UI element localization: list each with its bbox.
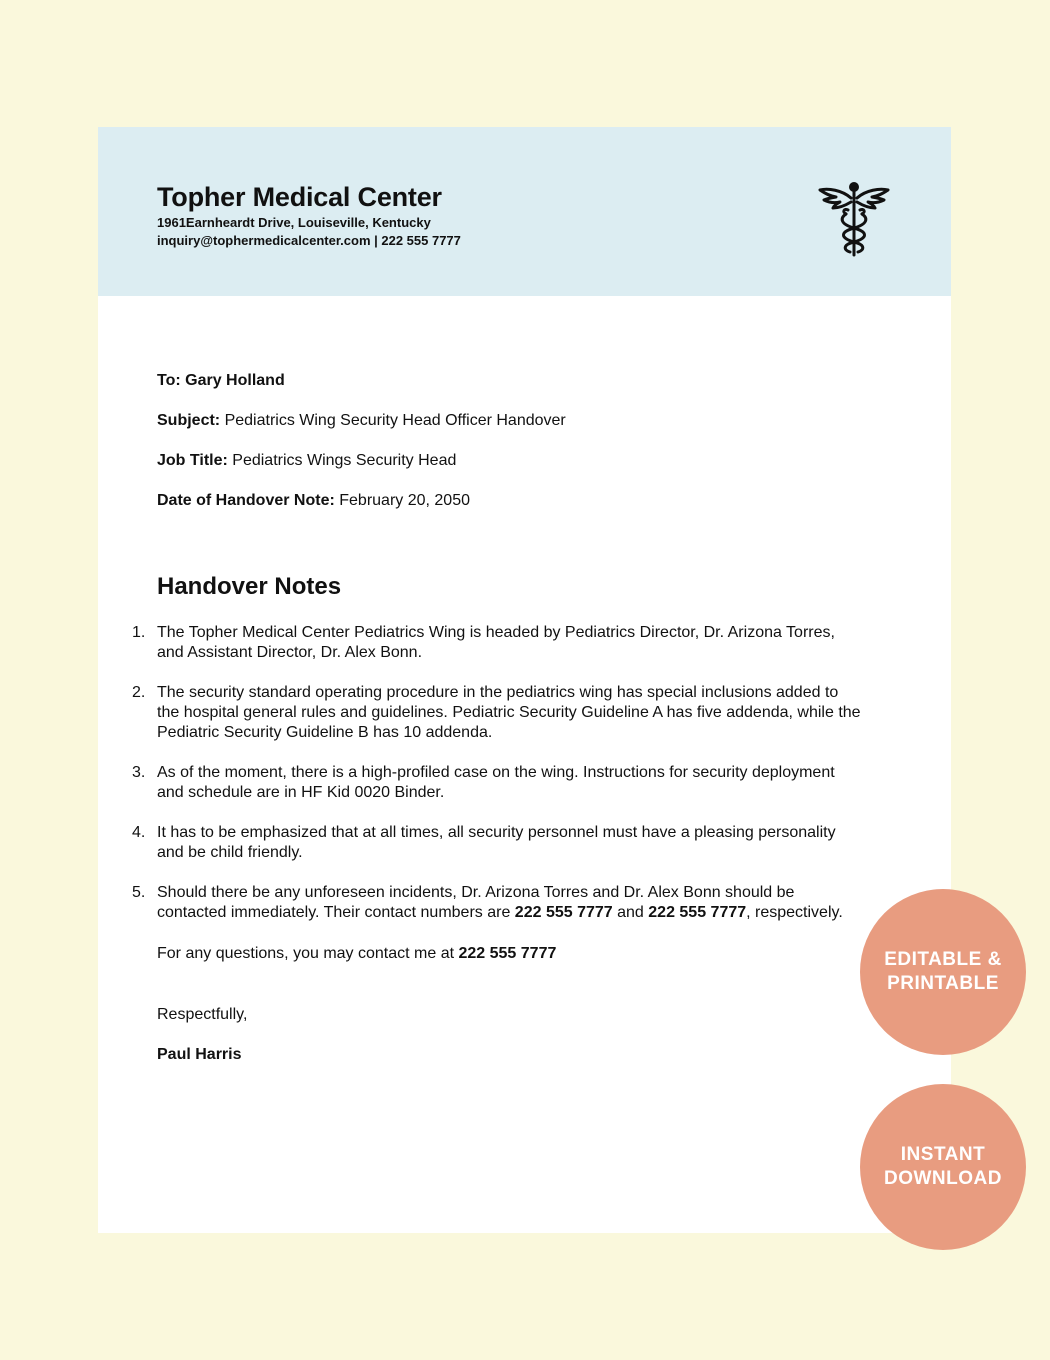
badge-line: INSTANT <box>900 1144 986 1165</box>
subject-value: Pediatrics Wing Security Head Officer Handover <box>220 412 566 429</box>
note-text: , respectively. <box>746 904 843 921</box>
subject-label: Subject: <box>157 412 221 429</box>
letterhead <box>98 127 951 296</box>
note-item-4 <box>132 823 897 863</box>
note-line: Should there be any unforeseen incidents, Dr. Arizona Torres and Dr. Alex Bonn should be <box>157 884 795 901</box>
note-item-5 <box>132 883 897 923</box>
sign-off: Respectfully, <box>157 1006 248 1023</box>
handover-date-field <box>157 492 470 510</box>
note-number: 5. <box>132 884 146 901</box>
organization-contact: inquiry@tophermedicalcenter.com | 222 555 7777 <box>157 233 461 248</box>
note-line: and schedule are in HF Kid 0020 Binder. <box>157 784 445 801</box>
note-number: 2. <box>132 684 146 701</box>
note-item-3 <box>132 763 897 803</box>
note-number: 4. <box>132 824 146 841</box>
note-item-1 <box>132 623 897 663</box>
note-line: As of the moment, there is a high-profiled case on the wing. Instructions for security deployment <box>157 764 835 781</box>
note-line: It has to be emphasized that at all times, all security personnel must have a pleasing personality <box>157 824 836 841</box>
note-item-2 <box>132 683 897 743</box>
document-page <box>98 127 951 1233</box>
phone-number: 222 555 7777 <box>648 904 747 921</box>
caduceus-icon <box>818 182 890 258</box>
note-number: 3. <box>132 764 146 781</box>
recipient-text: To: Gary Holland <box>157 372 285 389</box>
note-line <box>157 903 897 923</box>
subject-field <box>157 412 566 430</box>
closing-question <box>157 945 556 963</box>
note-line: the hospital general rules and guidelines. Pediatric Security Guideline A has five addenda, while the <box>157 704 861 721</box>
contact-phone: 222 555 7777 <box>458 945 557 962</box>
note-line: The Topher Medical Center Pediatrics Wing is headed by Pediatrics Director, Dr. Arizona Torres, <box>157 624 835 641</box>
recipient-field <box>157 372 285 390</box>
handover-notes-heading: Handover Notes <box>157 573 342 600</box>
note-text: contacted immediately. Their contact numbers are <box>157 904 515 921</box>
note-line: and be child friendly. <box>157 844 303 861</box>
handover-date-label: Date of Handover Note: <box>157 492 335 509</box>
handover-notes-list <box>132 623 897 943</box>
instant-download-badge <box>860 1084 1026 1250</box>
note-line: The security standard operating procedure in the pediatrics wing has special inclusions added to <box>157 684 839 701</box>
phone-number: 222 555 7777 <box>514 904 613 921</box>
note-line: Pediatric Security Guideline B has 10 addenda. <box>157 724 493 741</box>
note-text: and <box>612 904 649 921</box>
signer-name: Paul Harris <box>157 1046 242 1063</box>
organization-name: Topher Medical Center <box>157 182 442 212</box>
job-title-field <box>157 452 456 470</box>
job-title-value: Pediatrics Wings Security Head <box>227 452 457 469</box>
note-line: and Assistant Director, Dr. Alex Bonn. <box>157 644 423 661</box>
job-title-label: Job Title: <box>157 452 228 469</box>
badge-line: PRINTABLE <box>887 973 999 994</box>
note-number: 1. <box>132 624 146 641</box>
editable-printable-badge <box>860 889 1026 1055</box>
organization-address: 1961Earnheardt Drive, Louiseville, Kentucky <box>157 215 431 230</box>
closing-question-text: For any questions, you may contact me at <box>157 945 459 962</box>
badge-line: EDITABLE & <box>884 949 1002 970</box>
handover-date-value: February 20, 2050 <box>334 492 470 509</box>
badge-line: DOWNLOAD <box>884 1168 1002 1189</box>
